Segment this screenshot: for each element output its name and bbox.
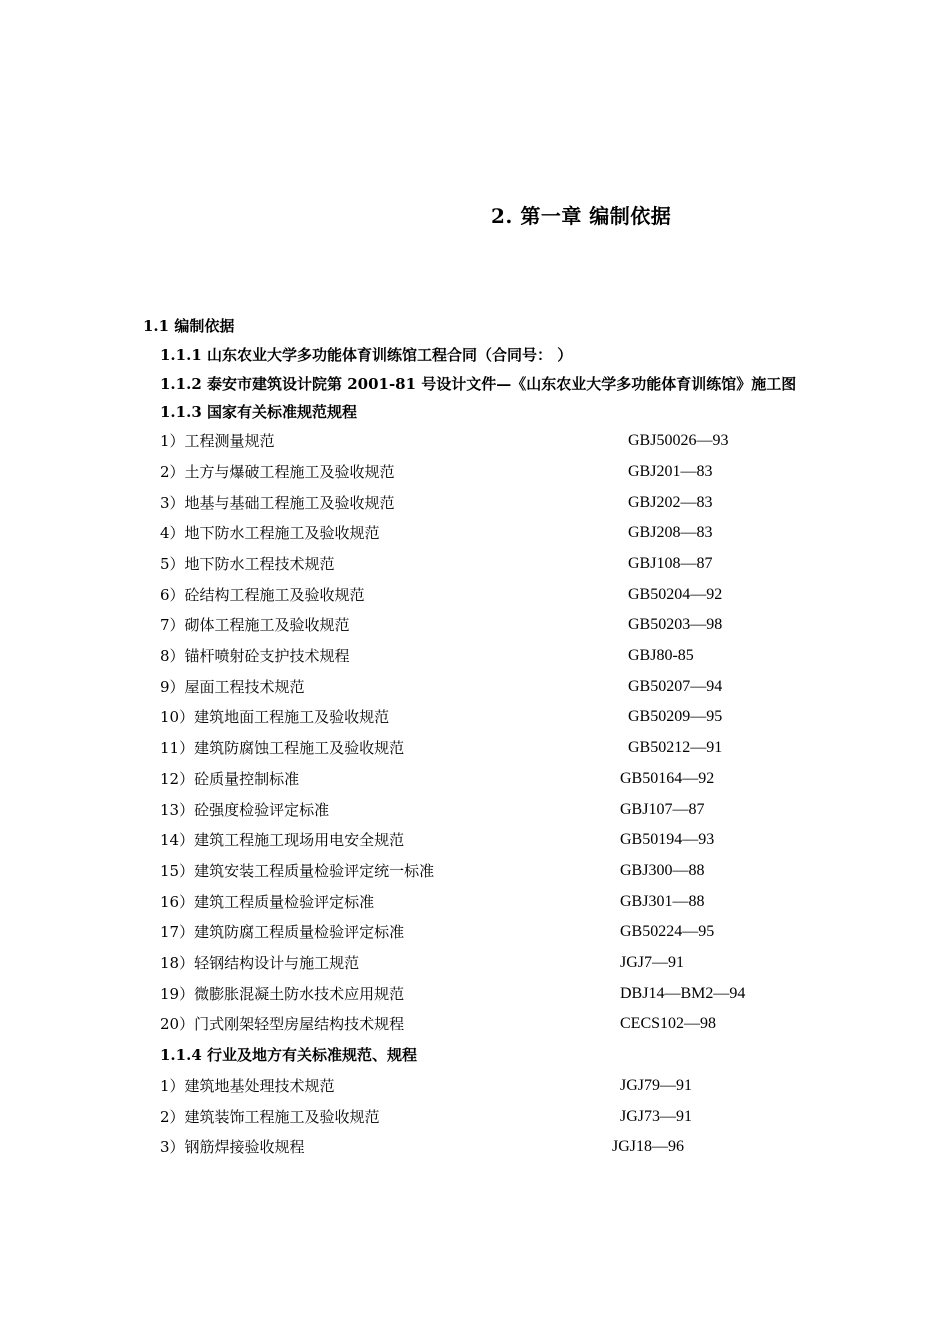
standard-name: 11）建筑防腐蚀工程施工及验收规范 — [160, 739, 405, 757]
standard-code: GBJ300—88 — [620, 862, 705, 879]
chapter-title: 2. 第一章 编制依据 — [491, 204, 672, 228]
standard-name: 3）钢筋焊接验收规程 — [160, 1138, 305, 1156]
standard-code: DBJ14—BM2—94 — [620, 985, 746, 1002]
standard-code: GBJ107—87 — [620, 801, 705, 818]
standard-code: GBJ80-85 — [628, 647, 694, 664]
standard-name: 12）砼质量控制标准 — [160, 770, 300, 788]
standard-name: 20）门式刚架轻型房屋结构技术规程 — [160, 1015, 405, 1033]
standard-code: GBJ201—83 — [628, 463, 713, 480]
standard-name: 3）地基与基础工程施工及验收规范 — [160, 494, 395, 512]
standard-name: 16）建筑工程质量检验评定标准 — [160, 893, 375, 911]
standard-code: GB50164—92 — [620, 770, 715, 787]
standard-name: 17）建筑防腐工程质量检验评定标准 — [160, 923, 405, 941]
standard-code: GB50224—95 — [620, 923, 715, 940]
standard-code: CECS102—98 — [620, 1015, 717, 1032]
standard-name: 5）地下防水工程技术规范 — [160, 555, 335, 573]
standard-code: JGJ79—91 — [620, 1077, 693, 1094]
standard-code: JGJ73—91 — [620, 1108, 693, 1125]
standard-code: GBJ108—87 — [628, 555, 713, 572]
standard-name: 1）建筑地基处理技术规范 — [160, 1077, 335, 1095]
standard-code: GBJ50026—93 — [628, 432, 729, 449]
standard-name: 10）建筑地面工程施工及验收规范 — [160, 708, 390, 726]
standard-name: 6）砼结构工程施工及验收规范 — [160, 586, 365, 604]
standard-code: GB50209—95 — [628, 708, 723, 725]
standard-code: JGJ7—91 — [620, 954, 685, 971]
subsection-heading: 1.1.2 泰安市建筑设计院第 2001-81 号设计文件—《山东农业大学多功能体育训练馆》施工图 — [160, 375, 797, 393]
subsection-heading: 1.1.3 国家有关标准规范规程 — [160, 403, 357, 421]
standard-code: GBJ208—83 — [628, 524, 713, 541]
standard-name: 9）屋面工程技术规范 — [160, 678, 305, 696]
standard-name: 2）建筑装饰工程施工及验收规范 — [160, 1108, 380, 1126]
standard-code: GB50194—93 — [620, 831, 715, 848]
standard-name: 4）地下防水工程施工及验收规范 — [160, 524, 380, 542]
standard-code: GBJ202—83 — [628, 494, 713, 511]
standard-name: 2）土方与爆破工程施工及验收规范 — [160, 463, 395, 481]
standard-name: 19）微膨胀混凝土防水技术应用规范 — [160, 985, 405, 1003]
standard-name: 7）砌体工程施工及验收规范 — [160, 616, 350, 634]
subsection-heading: 1.1.1 山东农业大学多功能体育训练馆工程合同（合同号： ） — [160, 346, 573, 364]
standard-name: 13）砼强度检验评定标准 — [160, 801, 330, 819]
standard-name: 18）轻钢结构设计与施工规范 — [160, 954, 360, 972]
standard-code: GB50203—98 — [628, 616, 723, 633]
standard-code: GB50212—91 — [628, 739, 723, 756]
subsection-heading: 1.1.4 行业及地方有关标准规范、规程 — [160, 1046, 417, 1064]
standard-name: 14）建筑工程施工现场用电安全规范 — [160, 831, 405, 849]
standard-name: 15）建筑安装工程质量检验评定统一标准 — [160, 862, 435, 880]
standard-name: 8）锚杆喷射砼支护技术规程 — [160, 647, 350, 665]
section-heading: 1.1 编制依据 — [143, 317, 235, 335]
standard-name: 1）工程测量规范 — [160, 432, 275, 450]
standard-code: JGJ18—96 — [612, 1138, 685, 1155]
standard-code: GB50207—94 — [628, 678, 723, 695]
standard-code: GBJ301—88 — [620, 893, 705, 910]
standard-code: GB50204—92 — [628, 586, 723, 603]
